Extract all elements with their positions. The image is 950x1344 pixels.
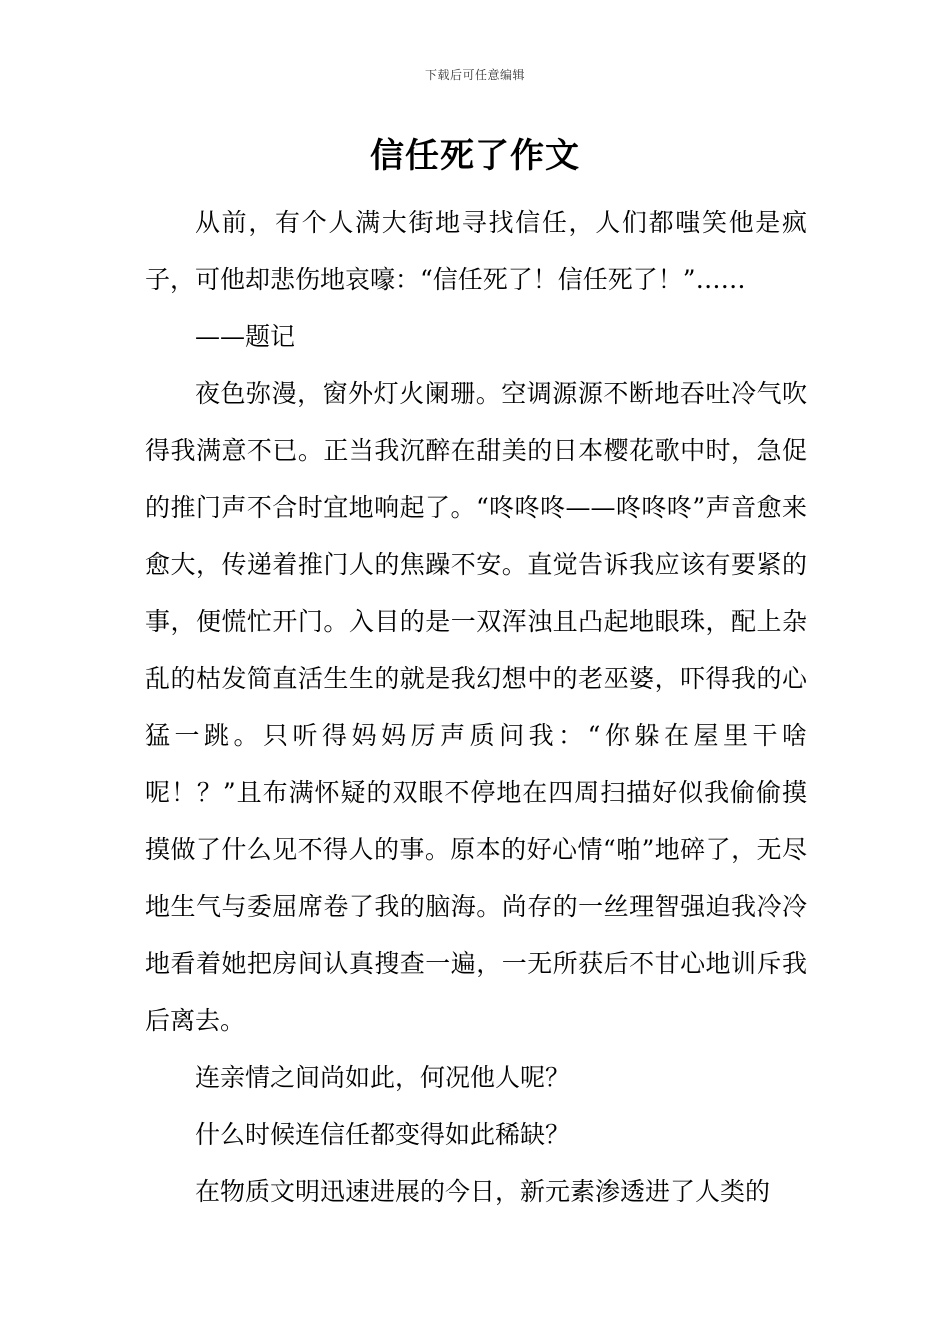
header-note: 下载后可任意编辑: [424, 68, 525, 82]
paragraph-continuation: 在物质文明迅速进展的今日，新元素渗透进了人类的: [195, 1177, 771, 1206]
essay-body: [145, 194, 807, 1220]
page-title: 信任死了作文: [370, 136, 580, 176]
paragraph-question-1: 连亲情之间尚如此，何况他人呢？: [195, 1063, 571, 1092]
paragraph-story: 夜色弥漫，窗外灯火阑珊。空调源源不断地吞吐冷气吹得我满意不已。正当我沉醉在甜美的日本樱花歌中时，急促的推门声不合时宜地响起了。“咚咚咚——咚咚咚”声音愈来愈大，传递着推门人的焦躁不安。直觉告诉我应该有要紧的事，便慌忙开门。入目的是一双浑浊且凸起地眼珠，配上杂乱的枯发简直活生生的就是我幻想中的老巫婆，吓得我的心猛一跳。只听得妈妈厉声质问我：“你躲在屋里干啥呢！？”且布满怀疑的双眼不停地在四周扫描好似我偷偷摸摸做了什么见不得人的事。原本的好心情“啪”地碎了，无尽地生气与委屈席卷了我的脑海。尚存的一丝理智强迫我冷冷地看着她把房间认真搜查一遍，一无所获后不甘心地训斥我后离去。: [145, 379, 807, 1035]
paragraph-intro: 从前，有个人满大街地寻找信任，人们都嗤笑他是疯子，可他却悲伤地哀嚎：“信任死了！信任死了！”……: [145, 208, 807, 294]
paragraph-question-2: 什么时候连信任都变得如此稀缺？: [195, 1120, 571, 1149]
paragraph-epigraph-note: ——题记: [195, 322, 296, 351]
